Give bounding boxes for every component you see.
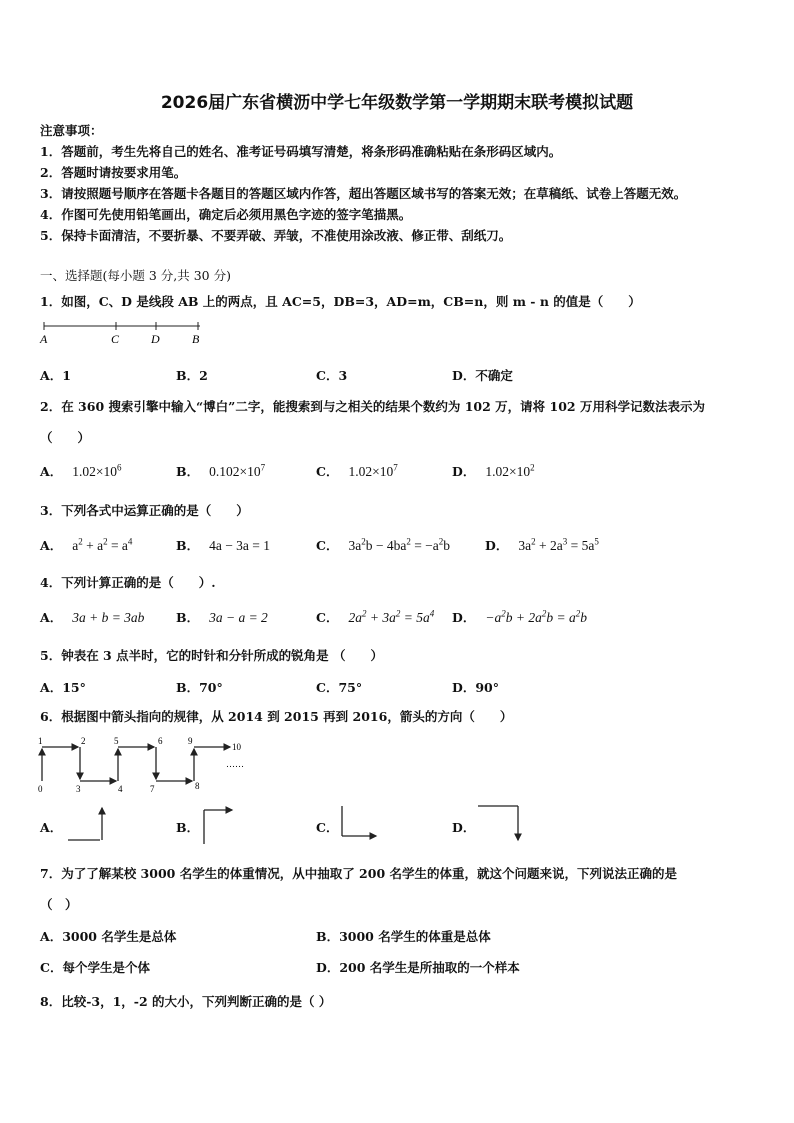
question-5-stem: 5．钟表在 3 点半时，它的时针和分针所成的锐角是 （ ） <box>40 648 383 663</box>
notice-item: 4．作图可先使用铅笔画出，确定后必须用黑色字迹的签字笔描黑。 <box>40 207 412 222</box>
svg-text:6: 6 <box>158 736 163 746</box>
arrow-option-b-icon <box>198 802 248 848</box>
option-b: B．2 <box>176 368 208 383</box>
option-d: D． $3a^2 + 2a^3 = 5a^5$ <box>485 536 599 553</box>
point-label: A <box>40 332 48 346</box>
option-b: B． $0.102\times 10^7$ <box>176 462 266 479</box>
question-8-stem: 8．比较-3，1，-2 的大小，下列判断正确的是（ ） <box>40 994 332 1009</box>
notice-item: 5．保持卡面清洁，不要折暴、不要弄破、弄皱，不准使用涂改液、修正带、刮纸刀。 <box>40 228 512 243</box>
question-3-stem: 3．下列各式中运算正确的是（ ） <box>40 503 249 518</box>
option-d: D．90° <box>452 680 499 695</box>
option-b: B． 3a − a = 2 <box>176 610 268 625</box>
section-heading: 一、选择题(每小题 3 分,共 30 分) <box>40 268 231 283</box>
question-1-stem: 1．如图，C、D 是线段 AB 上的两点，且 AC=5，DB=3，AD=m，CB=n，则 m - n 的值是（ ） <box>40 294 641 309</box>
svg-text:1: 1 <box>38 736 43 746</box>
svg-text:2: 2 <box>81 736 86 746</box>
option-c: C． $1.02\times 10^7$ <box>316 462 398 479</box>
question-2-stem: 2．在 360 搜索引擎中输入“博白”二字，能搜索到与之相关的结果个数约为 102 万，请将 102 万用科学记数法表示为 <box>40 399 705 414</box>
option-b: B． 4a − 3a = 1 <box>176 538 271 553</box>
question-7-stem: 7．为了了解某校 3000 名学生的体重情况，从中抽取了 200 名学生的体重，就这个问题来说，下列说法正确的是 <box>40 866 677 881</box>
question-7-stem-cont: （ ） <box>40 897 78 912</box>
option-c: C．3 <box>316 368 348 383</box>
point-label: B <box>192 332 200 346</box>
option-c: C． <box>316 820 339 835</box>
question-4-stem: 4．下列计算正确的是（ ）. <box>40 575 216 590</box>
option-d: D．不确定 <box>452 368 513 383</box>
point-label: C <box>111 332 120 346</box>
option-a: A． $a^2 + a^2 = a^4$ <box>40 536 133 553</box>
option-d: D． $1.02\times 10^2$ <box>452 462 535 479</box>
notice-heading: 注意事项： <box>40 123 103 138</box>
arrow-option-a-icon <box>64 800 114 846</box>
option-c: C．75° <box>316 680 363 695</box>
svg-text:10: 10 <box>232 742 241 752</box>
option-a: A． $1.02\times 10^6$ <box>40 462 122 479</box>
notice-item: 1．答题前，考生先将自己的姓名、准考证号码填写清楚，将条形码准确粘贴在条形码区域内。 <box>40 144 562 159</box>
option-c: C．每个学生是个体 <box>40 960 150 975</box>
arrow-pattern-figure <box>36 735 256 793</box>
option-a: A．3000 名学生是总体 <box>40 929 177 944</box>
svg-text:9: 9 <box>188 736 193 746</box>
option-a: A．1 <box>40 368 71 383</box>
option-a: A．15° <box>40 680 86 695</box>
svg-text:0: 0 <box>38 784 43 793</box>
svg-text:5: 5 <box>114 736 119 746</box>
svg-text:……: …… <box>226 759 244 769</box>
svg-text:7: 7 <box>150 784 155 793</box>
question-2-stem-cont: （ ） <box>40 430 91 445</box>
notice-item: 3．请按照题号顺序在答题卡各题目的答题区域内作答，超出答题区域书写的答案无效；在草稿纸、试卷上答题无效。 <box>40 186 687 201</box>
arrow-option-c-icon <box>336 800 386 846</box>
option-c: C． $3a^2b - 4ba^2 = -a^2b$ <box>316 536 451 553</box>
option-b: B．3000 名学生的体重是总体 <box>316 929 491 944</box>
notice-item: 2．答题时请按要求用笔。 <box>40 165 187 180</box>
option-c: C． $2a^2 + 3a^2 = 5a^4$ <box>316 608 435 625</box>
option-d: D． $-a^2b + 2a^2b = a^2b$ <box>452 608 587 625</box>
option-b: B．70° <box>176 680 223 695</box>
option-a: A． 3a + b = 3ab <box>40 610 145 625</box>
svg-text:4: 4 <box>118 784 123 793</box>
point-label: D <box>151 332 160 346</box>
option-b: B． <box>176 820 200 835</box>
question-6-stem: 6．根据图中箭头指向的规律，从 2014 到 2015 再到 2016，箭头的方向（ ） <box>40 709 513 724</box>
segment-figure <box>38 318 208 348</box>
option-d: D．200 名学生是所抽取的一个样本 <box>316 960 520 975</box>
arrow-option-d-icon <box>474 800 530 848</box>
svg-text:8: 8 <box>195 781 200 791</box>
page-title: 2026届广东省横沥中学七年级数学第一学期期末联考模拟试题 <box>160 93 634 113</box>
option-a: A． <box>40 820 63 835</box>
option-d: D． <box>452 820 476 835</box>
svg-text:3: 3 <box>76 784 81 793</box>
